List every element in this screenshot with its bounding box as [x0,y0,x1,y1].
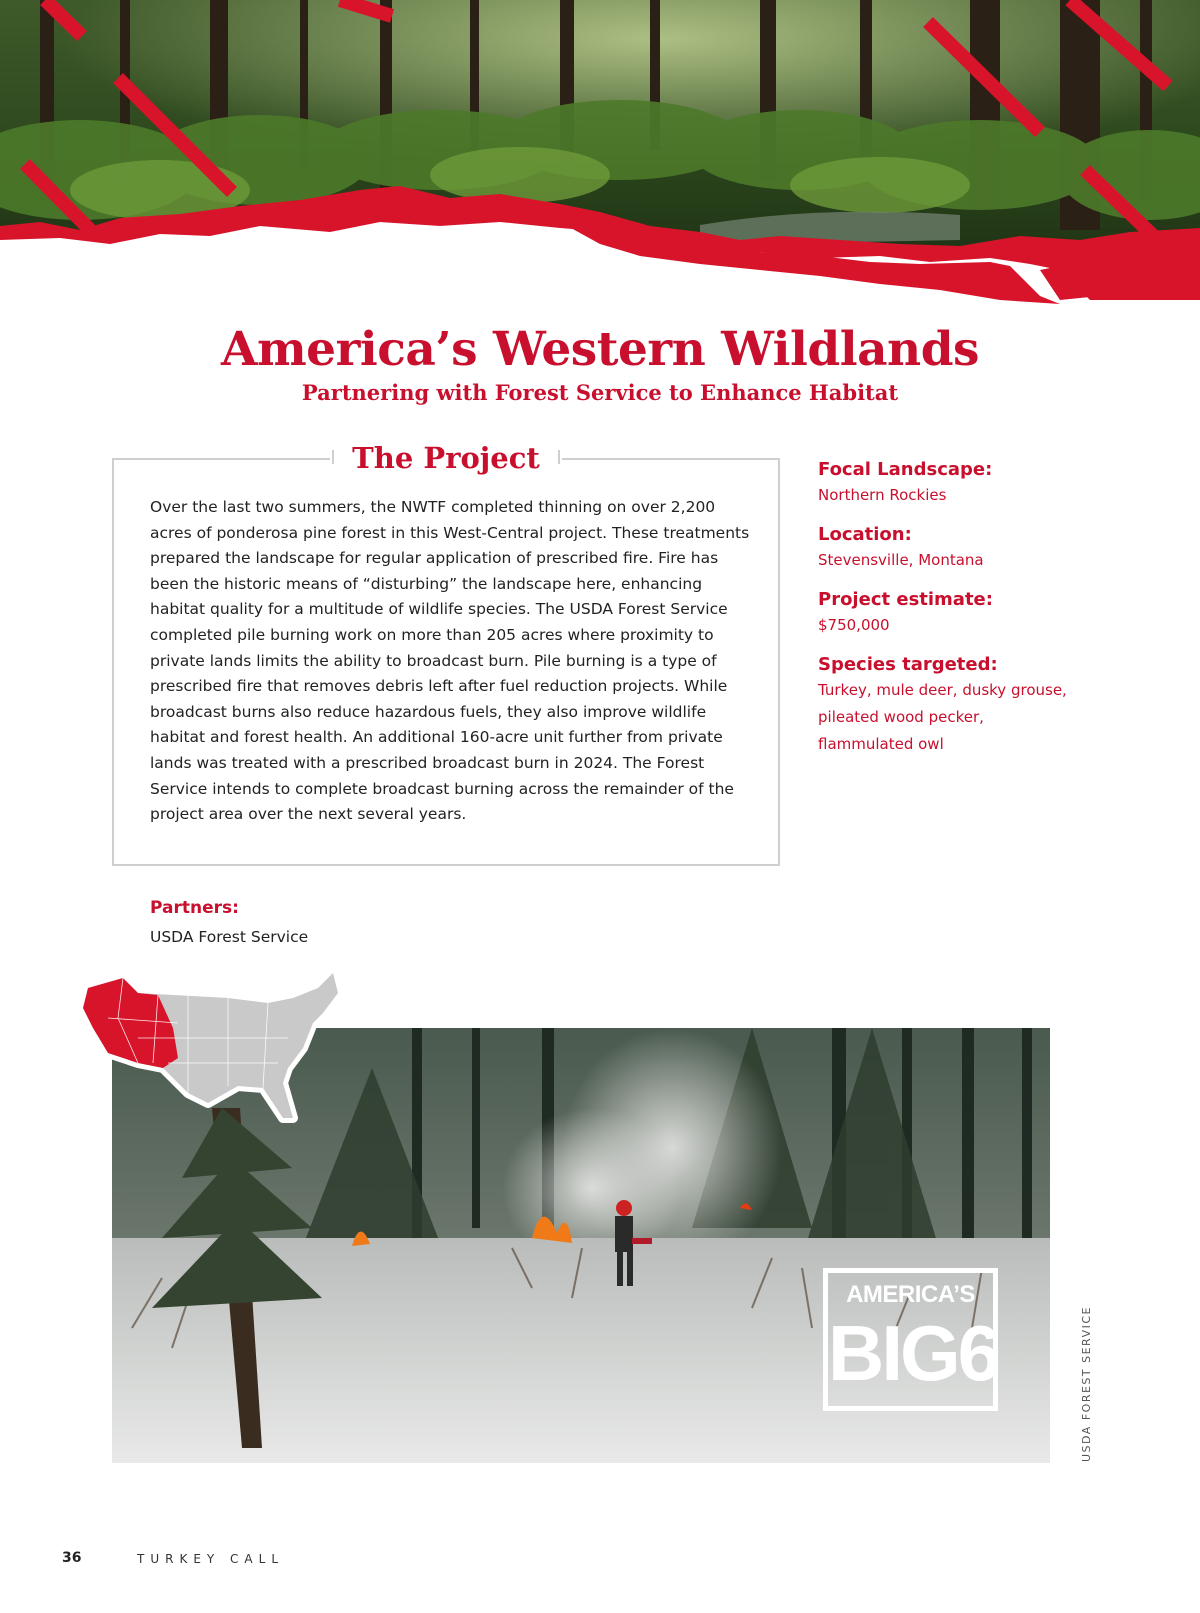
big6-logo-top: AMERICA’S [846,1281,975,1308]
partners-label: Partners: [150,898,239,918]
project-body-text: Over the last two summers, the NWTF completed thinning on over 2,200 acres of ponderosa pine forest in this West-Central project. These treatments prepared the landscape for regular application of prescribed fire. Fire has been the historic means of “disturbing” the landscape here, enhancing habitat quality for a multitude of wildlife species. The USDA Forest Service completed pile burning work on more than 205 acres where proximity to private lands limits the ability to broadcast burn. Pile burning is a type of prescribed fire that removes debris left after fuel reduction projects. While broadcast burns also reduce hazardous fuels, they also improve wildlife habitat and forest health. An additional 160-acre unit further from private lands was treated with a prescribed broadcast burn in 2024. The Forest Service intends to complete broadcast burning across the remainder of the project area over the next several years. [150,498,750,824]
project-estimate-value: $750,000 [818,616,890,634]
us-map-icon [78,968,348,1138]
americas-big6-logo [823,1268,998,1411]
page-title: America’s Western Wildlands [220,322,980,377]
page-number: 36 [62,1550,82,1566]
focal-landscape-value: Northern Rockies [818,486,947,504]
photo-credit: USDA FOREST SERVICE [1080,1306,1093,1462]
hero-forest-banner [0,0,1200,310]
location-label: Location: [818,524,912,545]
location-value: Stevensville, Montana [818,551,984,569]
heading-tick-left [332,450,334,464]
us-map-western-region [78,968,348,1138]
focal-landscape-label: Focal Landscape: [818,459,993,480]
species-targeted-label: Species targeted: [818,654,998,675]
big6-logo-bottom: BIG6 [828,1309,999,1397]
partners-value: USDA Forest Service [150,928,309,946]
heading-tick-right [558,450,560,464]
project-estimate-label: Project estimate: [818,589,993,610]
page-subtitle: Partnering with Forest Service to Enhance Habitat [301,380,899,405]
magazine-name: TURKEY CALL [137,1552,285,1566]
project-heading: The Project [352,441,540,475]
project-details [818,458,1068,772]
forest-illustration [0,0,1200,310]
project-heading-wrap [330,440,562,480]
species-targeted-value: Turkey, mule deer, dusky grouse, pileated wood pecker, flammulated owl [818,681,1067,753]
